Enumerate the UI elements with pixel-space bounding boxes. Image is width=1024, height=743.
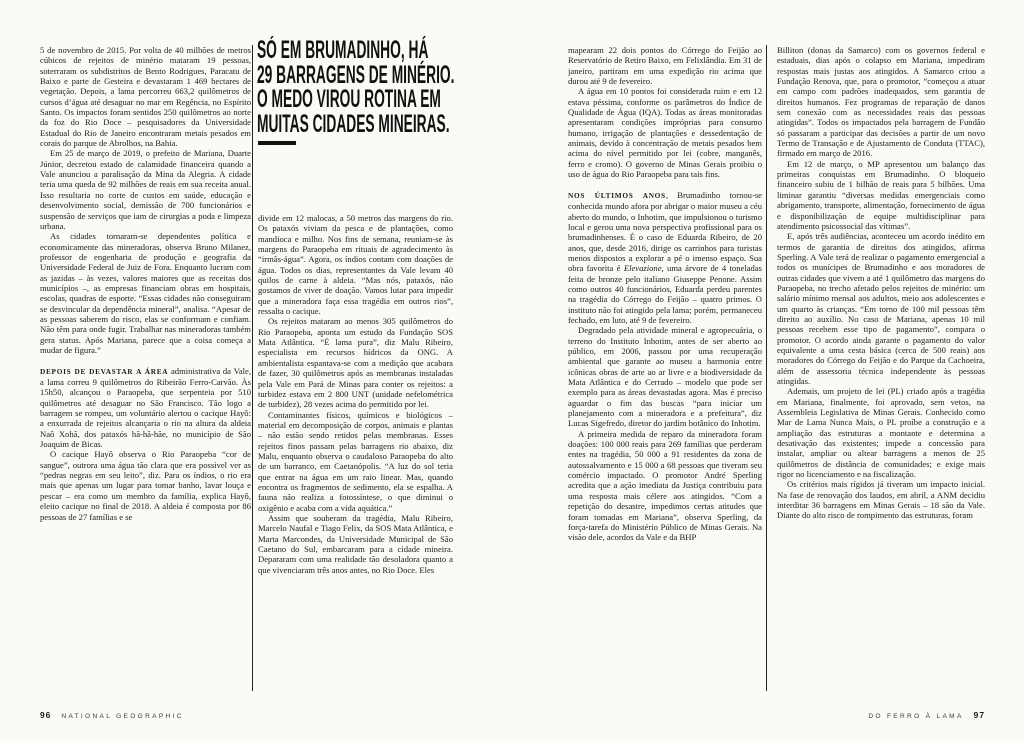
text-run: Os rejeitos mataram ao menos 305 quilômetros do Rio Paraopeba, aponta um estudo da Fundação SOS Mata Atlântica. “É lama pura”, diz Malu Ribeiro, especialista em recursos hídricos da ONG. A ambientalista espantava-se com a medição que acabara de fazer, 30 quilômetros após as membranas instaladas pela Vale em Pará de Minas para conter os rejeitos: a turbidez estava em 2 800 UNT (unidade nefelométrica de turbidez), 28 vezes acima do permitido por lei. bbox=[258, 316, 453, 410]
section-lead-caps: NOS ÚLTIMOS ANOS bbox=[568, 190, 666, 200]
text-run: Em 12 de março, o MP apresentou um balanço das primeiras conquistas em Brumadinho. O bloqueio financeiro subiu de 1 bilhão de reais para 5 bilhões. Uma liminar garantiu “diversas medidas emergenciais como abrigamento, transporte, alimentação, fornecimento de água e disponibilização de equipe multidisciplinar para atendimento psicossocial das vítimas”. bbox=[777, 158, 985, 231]
paragraph bbox=[40, 45, 251, 148]
article-title-running-foot: DO FERRO À LAMA bbox=[868, 713, 964, 720]
text-column-1 bbox=[40, 45, 251, 693]
paragraph bbox=[777, 231, 985, 386]
paragraph bbox=[40, 231, 251, 355]
paragraph bbox=[568, 190, 762, 325]
paragraph bbox=[568, 325, 762, 428]
text-column-3 bbox=[568, 45, 762, 693]
magazine-name: NATIONAL GEOGRAPHIC bbox=[61, 713, 184, 720]
text-run: Os critérios mais rígidos já tiveram um impacto inicial. Na fase de renovação dos laudos, em abril, a ANM decidiu interditar 36 barragens em Minas Gerais – 18 são da Vale. Diante do alto risco de rompimento das estruturas, foram bbox=[777, 479, 985, 521]
text-run: , uma árvore de 4 toneladas feita de bronze pelo italiano Giuseppe Penone. Assim como outros 40 funcionários, Eduarda perdeu parentes na tragédia do Córrego do Feijão – quatro primos. O instituto não foi atingido pela lama; porém, permaneceu fechado, em luto, até 9 de fevereiro. bbox=[568, 263, 762, 325]
paragraph bbox=[568, 45, 762, 86]
text-run: mapearam 22 dois pontos do Córrego do Feijão ao Reservatório de Retiro Baixo, em Felixlândia. Em 31 de janeiro, partiram em uma expedição rio acima que durou até 9 de fevereiro. bbox=[568, 45, 762, 87]
text-run: Elevazione bbox=[623, 263, 662, 274]
pull-quote-line: 29 BARRAGENS DE MINÉRIO. bbox=[257, 61, 455, 89]
paragraph bbox=[777, 386, 985, 479]
paragraph bbox=[40, 449, 251, 521]
text-run: Ademais, um projeto de lei (PL) criado após a tragédia em Mariana, finalmente, foi aprovado, sem vetos, na Assembleia Legislativa de Minas Gerais. Conhecido como Mar de Lama Nunca Mais, o PL proíbe a construção e a ampliação das estruturas a montante e determina a desativação das existentes; impede a concessão para instalar, ampliar ou altear barragens a menos de 25 quilômetros de distância de comunidades; e exige mais rigor no licenciamento e na fiscalização. bbox=[777, 386, 985, 480]
text-run: Em 25 de março de 2019, o prefeito de Mariana, Duarte Júnior, decretou estado de calamidade financeira quando a Vale anunciou a paralisação da Mina da Alegria. A cidade teria uma queda de 92 milhões de reais em sua receita anual. Isso resultaria no corte de custos em saúde, educação e desenvolvimento social, demissão de 700 funcionários e suspensão de serviços que iam de cirurgias a poda e limpeza urbana. bbox=[40, 148, 251, 231]
paragraph bbox=[777, 479, 985, 520]
text-run: O cacique Hayô observa o Rio Paraopeba “cor de sangue”, outrora uma água tão clara que era possível ver as “pedras negras em seu leito”, diz. Para os índios, o rio era mais que apenas um lugar para tomar banho, lavar louça e pescar – era como um membro da família, explica Hayô, eleito cacique no final de 2018. A aldeia é composta por 86 pessoas de 27 famílias e se bbox=[40, 449, 251, 522]
text-column-4 bbox=[777, 45, 985, 693]
pull-quote-line: MUITAS CIDADES MINEIRAS. bbox=[257, 110, 450, 138]
text-run: Billiton (donas da Samarco) com os governos federal e estaduais, dias após o colapso em Mariana, impediram respostas mais justas aos atingidos. A Samarco criou a Fundação Renova, que, para o promotor, “começou a atuar em campo com padrões inadequados, sem garantia de direitos humanos. Fez programas de reparação de danos sem conexão com as necessidades reais das pessoas atingidas”. Todos os impactados pela barragem de Fundão só passaram a participar das decisões a partir de um novo Termo de Transação e de Ajustamento de Conduta (TTAC), firmado em março de 2016. bbox=[777, 45, 985, 159]
section-lead-caps: DEPOIS DE DEVASTAR A ÁREA bbox=[40, 366, 169, 376]
paragraph bbox=[40, 148, 251, 231]
text-run: Assim que souberam da tragédia, Malu Ribeiro, Marcelo Naufal e Tiago Felix, da SOS Mata Atlântica, e Marta Marcondes, da Universidade Municipal de São Caetano do Sul, embarcaram para a cidade mineira. Depararam com uma realidade tão desoladora quanto a que vivenciaram três anos antes, no Rio Doce. Eles bbox=[258, 512, 453, 575]
text-run: administrativa da Vale, a lama correu 9 quilômetros do Ribeirão Ferro-Carvão. Às 15h50, alcançou o Paraopeba, que serpenteia por 510 quilômetros até desaguar no São Francisco. Tão logo a barragem se rompeu, um voluntário alertou o cacique Hayô: a enxurrada de rejeitos alcançaria o rio na altura da aldeia Naô Xohã, dos pataxós hã-hã-hãe, no município de São Joaquim de Bicas. bbox=[40, 365, 251, 450]
text-run: divide em 12 malocas, a 50 metros das margens do rio. Os pataxós viviam da pesca e de plantações, como mandioca e milho. Nos fins de semana, reuniam-se às margens do Paraopeba em rituais de agradecimento às “irmãs-água”. Agora, os índios contam com doações de água. Todos os dias, representantes da Vale levam 40 quilos de carne à aldeia. “Mas nós, pataxós, não gostamos de viver de doação. Vamos lutar para impedir que a mineradora faça essa tragédia em outros rios”, ressalta o cacique. bbox=[258, 213, 453, 317]
pull-quote-line: SÓ EM BRUMADINHO, HÁ bbox=[257, 37, 429, 64]
text-run: A primeira medida de reparo da mineradora foram doações: 100 000 reais para 269 famílias que perderam entes na tragédia, 50 000 a 91 residentes da zona de autossalvamento e 15 000 a 68 pessoas que tiveram seu comércio impactado. O promotor André Sperling acredita que a ação imediata da Justiça contribuiu para uma resposta mais célere aos atingidos. “Com a repetição do desastre, impedimos certas atitudes que foram tomadas em Mariana”, observa Sperling, da força-tarefa do Ministério Público de Minas Gerais. Na visão dele, acordos da Vale e da BHP bbox=[568, 428, 762, 543]
page-number-left: 96 bbox=[40, 710, 52, 720]
text-run: As cidades tornaram-se dependentes política e economicamente das mineradoras, observa Bruno Milanez, professor de engenharia de produção e geografia da Universidade Federal de Juiz de Fora. Enquanto lucram com as jazidas – às vezes, valores maiores que as receitas dos municípios –, as empresas financiam obras em hospitais, escolas, quadras de esporte. “Essas cidades não conseguiram se desvincular da dependência mineral”, analisa. “Apesar de as pessoas saberem do risco, elas se conformam e confiam. Não têm para onde fugir. Trabalhar nas mineradoras também gera status. Após Mariana, parece que a coisa começa a mudar de figura.” bbox=[40, 231, 251, 355]
paragraph bbox=[777, 159, 985, 231]
paragraph bbox=[777, 45, 985, 159]
text-run: A água em 10 pontos foi considerada ruim e em 12 estava péssima, conforme os parâmetros do Índice de Qualidade de Água (IQA). Todas as áreas monitoradas apresentaram condições impróprias para consumo humano, irrigação de plantações e dessedentação de animais, devido à concentração de metais pesados bem acima do nível permitido por lei (cobre, manganês, ferro e cromo). O governo de Minas Gerais proibiu o uso de água do Rio Paraopeba para tais fins. bbox=[568, 86, 762, 180]
text-run: 5 de novembro de 2015. Por volta de 40 milhões de metros cúbicos de rejeitos de minério mataram 19 pessoas, soterraram os subdistritos de Bento Rodrigues, Paracatu de Baixo e parte de Gesteira e devastaram 1 469 hectares de vegetação. Depois, a lama percorreu 663,2 quilômetros de cursos d’água até desaguar no mar em Regência, no Espírito Santo. Os impactos foram sentidos 250 quilômetros ao norte da foz do Rio Doce – pesquisadores da Universidade Estadual do Rio de Janeiro encontraram metais pesados em corais do parque de Abrolhos, na Bahia. bbox=[40, 45, 251, 149]
paragraph bbox=[258, 316, 453, 409]
text-column-2 bbox=[258, 213, 453, 693]
paragraph bbox=[258, 513, 453, 575]
page-number-right: 97 bbox=[973, 710, 985, 720]
footer-left bbox=[40, 710, 184, 720]
paragraph bbox=[258, 213, 453, 316]
paragraph bbox=[40, 366, 251, 450]
pull-quote-line: O MEDO VIROU ROTINA EM bbox=[257, 86, 441, 114]
text-run: Contaminantes físicos, químicos e biológicos – material em decomposição de corpos, animais e plantas – não estão sendo retidos pelas membranas. Esses rejeitos finos passam pelas barragens rio abaixo, diz Malu, enquanto observa o caudaloso Paraopeba do alto de um barranco, em Caetanópolis. “A luz do sol teria que entrar na água em um raio linear. Mas, quando encontra os fragmentos de sedimento, ela se espalha. A fauna não realiza a fotossíntese, o que diminui o oxigênio e acaba com a vida aquática.” bbox=[258, 409, 453, 513]
paragraph bbox=[568, 86, 762, 179]
column-divider-rule-left bbox=[252, 45, 253, 691]
text-run: E, após três audiências, aconteceu um acordo inédito em termos de garantia de direitos dos atingidos, afirma Sperling. A Vale terá de realizar o pagamento emergencial a todos os munícipes de Brumadinho e aos moradores de outras cidades que vivem a até 1 quilômetro das margens do Paraopeba, no trecho afetado pelos rejeitos de minério: um salário mínimo mensal aos adultos, meio aos adolescentes e um quarto às crianças. “Em torno de 100 mil pessoas têm direito ao auxílio. No caso de Mariana, apenas 10 mil pessoas recebem esse tipo de pagamento”, compara o promotor. O acordo ainda garante o pagamento do valor equivalente a uma cesta básica (cerca de 500 reais) aos moradores do Córrego do Feijão e do Parque da Cachoeira, além de assessoria técnica independente às pessoas atingidas. bbox=[777, 231, 985, 386]
pull-quote-headline bbox=[257, 39, 456, 137]
paragraph bbox=[568, 429, 762, 543]
text-run: Degradado pela atividade mineral e agropecuária, o terreno do Instituto Inhotim, antes de ser aberto ao público, em 2006, passou por uma recuperação ambiental que garante ao museu a harmonia entre icônicas obras de arte ao ar livre e a biodiversidade da Mata Atlântica e do Cerrado – modelo que pode ser exemplo para as áreas devastadas agora. Mas é preciso aguardar o fim das buscas “para iniciar um planejamento com a mineradora e a prefeitura”, diz Lucas Sigefredo, diretor do jardim botânico do Inhotim. bbox=[568, 325, 762, 429]
column-divider-rule-right bbox=[766, 45, 767, 691]
paragraph bbox=[258, 410, 453, 513]
pull-quote-underline-rule bbox=[258, 141, 296, 145]
footer-right bbox=[868, 710, 985, 720]
text-run: , Brumadinho tornou-se conhecida mundo afora por abrigar o maior museu a céu aberto do mundo, o Inhotim, que impulsionou o turismo local e gerou uma nova perspectiva profissional para os brumadinhenses. É o caso de Eduarda Ribeiro, de 20 anos, que, desde 2016, dirige os carrinhos para turistas menos dispostos a explorar a pé o imenso espaço. Sua obra favorita é bbox=[568, 189, 762, 274]
